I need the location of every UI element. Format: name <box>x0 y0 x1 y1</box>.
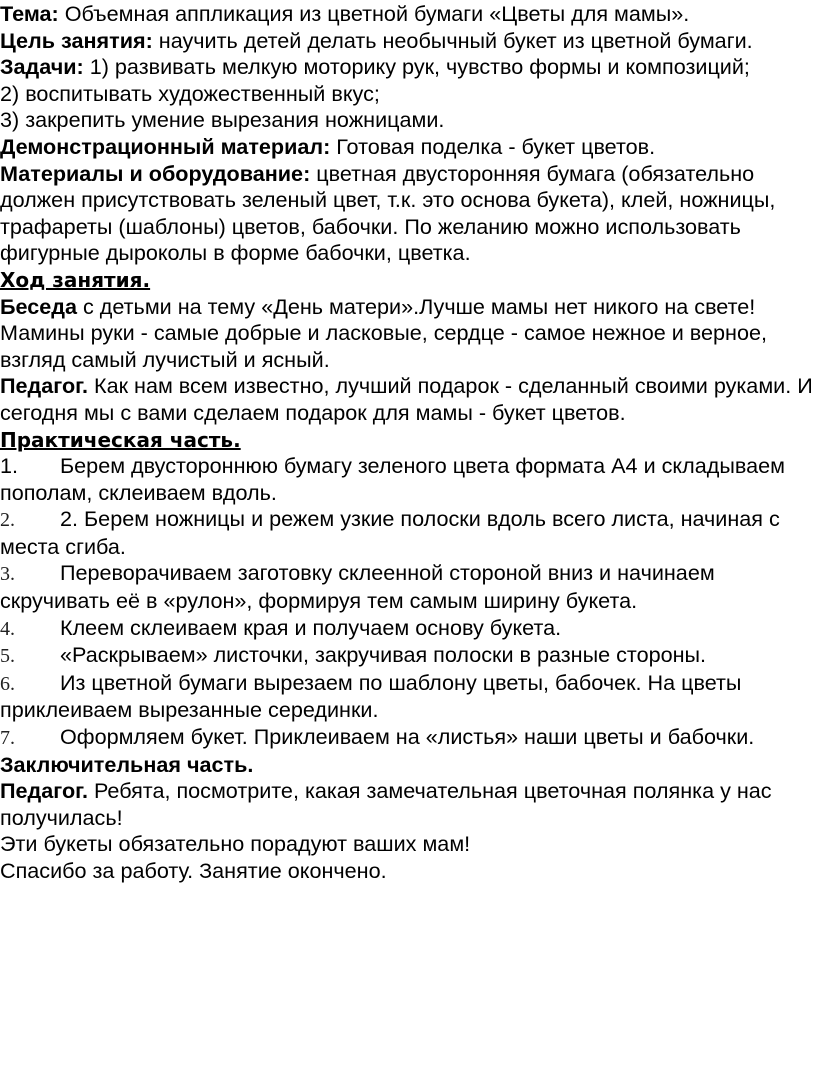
teacher-label-2: Педагог. <box>0 778 88 804</box>
step-text: Клеем склеиваем края и получаем основу букета. <box>60 614 562 640</box>
talk-label: Беседа <box>0 293 77 319</box>
step-text: Оформляем букет. Приклеиваем на «листья» наши цветы и бабочки. <box>60 724 755 750</box>
step-number: 4. <box>0 617 15 640</box>
step-number: 6. <box>0 672 15 695</box>
theme-text: Объемная аппликация из цветной бумаги «Цветы для мамы». <box>58 1 690 26</box>
teacher-text-1: Как нам всем известно, лучший подарок - сделанный своими руками. И сегодня мы с вами сделаем подарок для мамы - букет цветов. <box>0 373 813 425</box>
demo-label: Демонстрационный материал: <box>0 133 331 159</box>
practice-heading-text: Практическая часть. <box>0 427 241 452</box>
materials-label: Материалы и оборудование: <box>0 160 311 186</box>
step-text: «Раскрываем» листочки, закручивая полоски в разные стороны. <box>60 642 707 668</box>
demo-text: Готовая поделка - букет цветов. <box>330 133 656 159</box>
teacher-paragraph-2 <box>0 778 816 831</box>
tasks-item-2: 2) воспитывать художественный вкус; <box>0 80 380 106</box>
goal-label: Цель занятия: <box>0 27 153 53</box>
teacher-label-1: Педагог. <box>0 373 88 399</box>
teacher-text-2: Ребята, посмотрите, какая замечательная цветочная полянка у нас получилась! <box>0 778 772 830</box>
step-text: 2. Берем ножницы и режем узкие полоски вдоль всего листа, начиная с места сгиба. <box>0 506 780 559</box>
list-item <box>0 724 816 752</box>
goal-paragraph <box>0 28 816 55</box>
list-item <box>0 506 816 560</box>
talk-paragraph <box>0 294 816 374</box>
step-number: 5. <box>0 645 15 668</box>
tasks-label: Задачи: <box>0 54 84 80</box>
theme-label: Тема: <box>0 1 59 26</box>
teacher-paragraph-1 <box>0 373 816 426</box>
list-item <box>0 642 816 670</box>
step-number: 3. <box>0 563 15 586</box>
steps-list <box>0 453 816 752</box>
step-text: Берем двустороннюю бумагу зеленого цвета формата А4 и складываем пополам, склеиваем вдоль. <box>0 453 785 505</box>
step-text: Из цветной бумаги вырезаем по шаблону цветы, бабочек. На цветы приклеиваем вырезанные серединки. <box>0 669 742 723</box>
step-text: Переворачиваем заготовку склеенной стороной вниз и начинаем скручивать её в «рулон», формируя тем самым ширину букета. <box>0 560 715 614</box>
tasks-item-3: 3) закрепить умение вырезания ножницами. <box>0 107 445 133</box>
list-item <box>0 560 816 614</box>
tasks-paragraph <box>0 54 816 81</box>
lesson-heading-text: Ход занятия. <box>0 267 151 292</box>
talk-text: с детьми на тему «День матери».Лучше мамы нет никого на свете! Мамины руки - самые добрые и ласковые, сердце - самое нежное и верное, взгляд самый лучистый и ясный. <box>0 293 767 372</box>
goal-text: научить детей делать необычный букет из цветной бумаги. <box>152 27 753 53</box>
list-item <box>0 453 816 506</box>
list-item <box>0 670 816 724</box>
final-heading-text: Заключительная часть. <box>0 751 254 777</box>
lesson-heading <box>0 267 816 294</box>
step-number: 7. <box>0 727 15 750</box>
list-item <box>0 615 816 643</box>
step-number: 2. <box>0 509 15 532</box>
materials-paragraph <box>0 161 816 267</box>
final-heading <box>0 752 816 779</box>
theme-paragraph <box>0 1 816 28</box>
materials-text: цветная двусторонняя бумага (обязательно должен присутствовать зеленый цвет, т.к. это основа букета), клей, ножницы, трафареты (шаблоны) цветов, бабочки. По желанию можно использовать фигурные дыроколы в форме бабочки, цветка. <box>0 160 776 266</box>
practice-heading <box>0 427 816 454</box>
closing-line-1: Эти букеты обязательно порадуют ваших мам! <box>0 831 471 857</box>
tasks-item-1: 1) развивать мелкую моторику рук, чувство формы и композиций; <box>83 54 750 80</box>
closing-line-2: Спасибо за работу. Занятие окончено. <box>0 858 387 883</box>
step-number: 1. <box>0 453 19 479</box>
demo-paragraph <box>0 134 816 161</box>
